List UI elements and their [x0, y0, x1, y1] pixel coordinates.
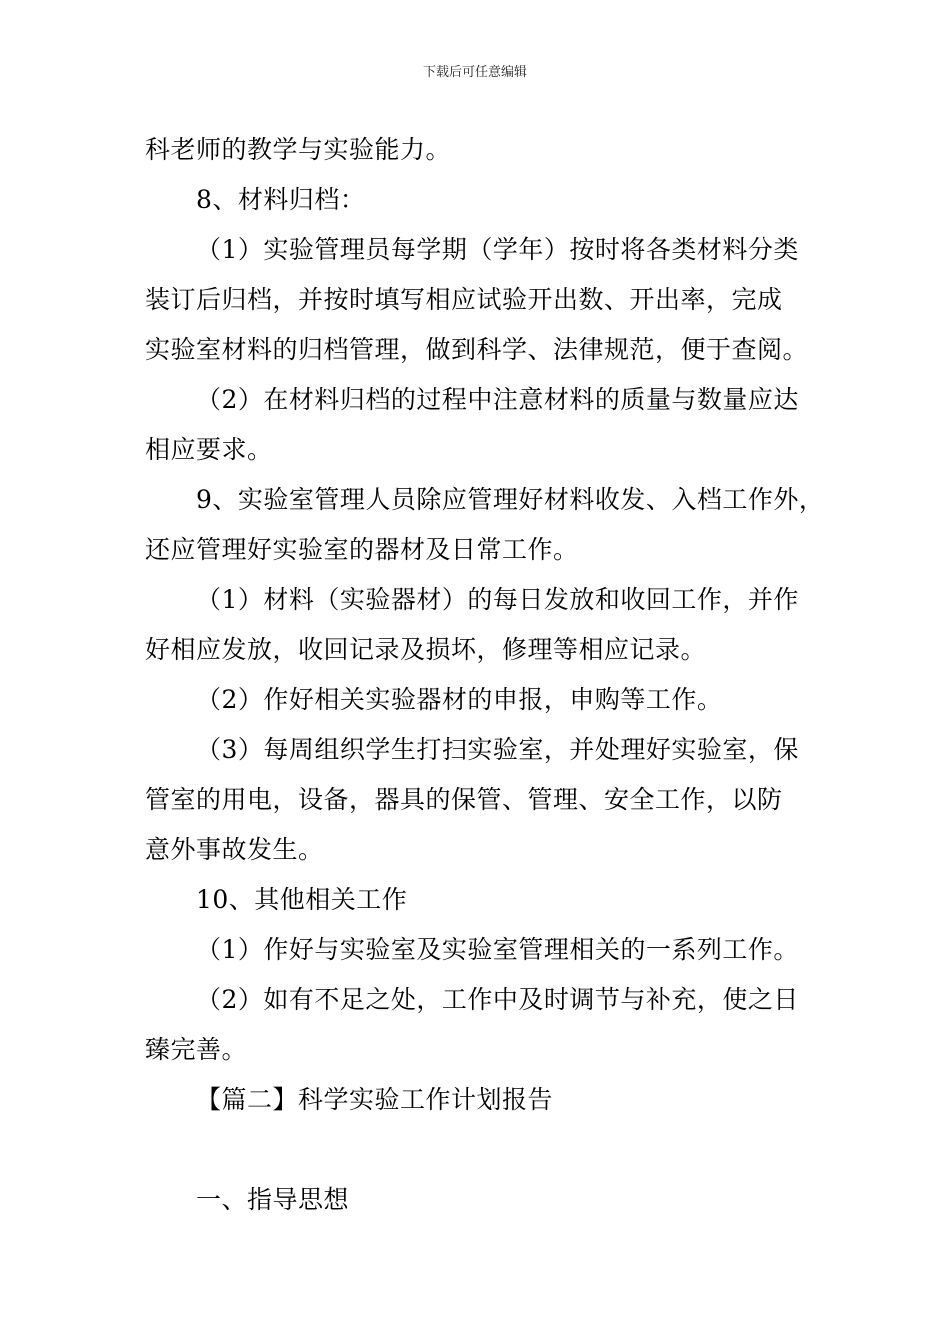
text-line: （2）如有不足之处，工作中及时调节与补充，使之日	[196, 985, 799, 1014]
text-line: 臻完善。	[145, 1035, 248, 1064]
text-line: （3）每周组织学生打扫实验室，并处理好实验室，保	[196, 735, 799, 764]
text-line: （2）在材料归档的过程中注意材料的质量与数量应达	[196, 385, 799, 414]
text-line: 管室的用电，设备，器具的保管、管理、安全工作，以防	[145, 785, 783, 814]
text-line: 实验室材料的归档管理，做到科学、法律规范，便于查阅。	[145, 335, 809, 364]
text-line: （2）作好相关实验器材的申报，申购等工作。	[196, 685, 723, 714]
text-line: 装订后归档，并按时填写相应试验开出数、开出率，完成	[145, 285, 783, 314]
text-line: （1）作好与实验室及实验室管理相关的一系列工作。	[196, 935, 799, 964]
part-two-title: 【篇二】科学实验工作计划报告	[196, 1085, 554, 1114]
text-line: 好相应发放，收回记录及损坏，修理等相应记录。	[145, 635, 707, 664]
text-line: 相应要求。	[145, 435, 273, 464]
guiding-ideology-heading: 一、指导思想	[196, 1185, 350, 1214]
section-heading-9: 9、实验室管理人员除应管理好材料收发、入档工作外，	[196, 485, 825, 514]
text-line: 意外事故发生。	[145, 835, 324, 864]
page-header: 下载后可任意编辑	[422, 65, 527, 80]
text-line: 还应管理好实验室的器材及日常工作。	[145, 535, 579, 564]
section-heading-8: 8、材料归档：	[196, 185, 366, 214]
text-line: （1）实验管理员每学期（学年）按时将各类材料分类	[196, 235, 799, 264]
text-line: （1）材料（实验器材）的每日发放和收回工作，并作	[196, 585, 799, 614]
section-heading-10: 10、其他相关工作	[196, 885, 408, 914]
text-line: 科老师的教学与实验能力。	[145, 135, 452, 164]
